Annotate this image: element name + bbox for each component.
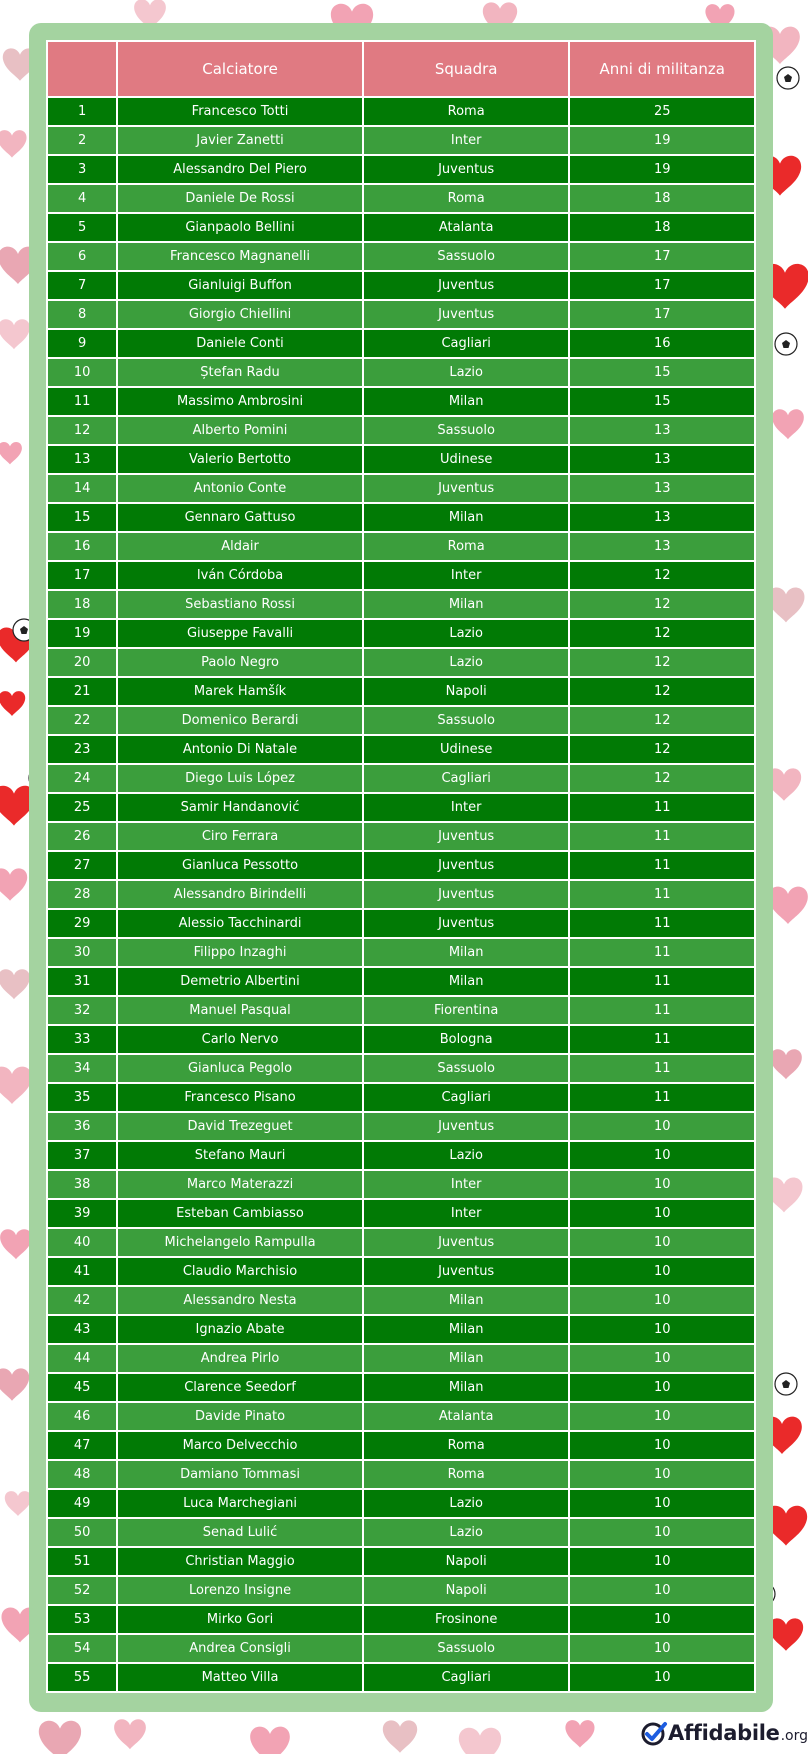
- table-row: [47, 1054, 755, 1083]
- player-name-cell: Esteban Cambiasso: [117, 1199, 363, 1228]
- team-cell: Sassuolo: [363, 1054, 570, 1083]
- years-cell: 11: [569, 1054, 755, 1083]
- table-row: [47, 1518, 755, 1547]
- years-cell: 10: [569, 1257, 755, 1286]
- team-cell: Juventus: [363, 851, 570, 880]
- table-header-row: [47, 41, 755, 97]
- player-name-cell: Lorenzo Insigne: [117, 1576, 363, 1605]
- rank-cell: 17: [47, 561, 117, 590]
- player-name-cell: Manuel Pasqual: [117, 996, 363, 1025]
- years-cell: 11: [569, 938, 755, 967]
- rank-cell: 23: [47, 735, 117, 764]
- rank-cell: 13: [47, 445, 117, 474]
- table-row: [47, 1634, 755, 1663]
- years-cell: 11: [569, 967, 755, 996]
- team-cell: Cagliari: [363, 1663, 570, 1692]
- player-name-cell: Daniele De Rossi: [117, 184, 363, 213]
- table-row: [47, 648, 755, 677]
- table-row: [47, 909, 755, 938]
- years-cell: 10: [569, 1228, 755, 1257]
- team-cell: Inter: [363, 561, 570, 590]
- years-cell: 10: [569, 1663, 755, 1692]
- team-cell: Milan: [363, 1286, 570, 1315]
- table-row: [47, 619, 755, 648]
- player-name-cell: Filippo Inzaghi: [117, 938, 363, 967]
- rank-cell: 6: [47, 242, 117, 271]
- table-row: [47, 938, 755, 967]
- years-cell: 16: [569, 329, 755, 358]
- rank-cell: 42: [47, 1286, 117, 1315]
- player-name-cell: Gianluca Pegolo: [117, 1054, 363, 1083]
- team-cell: Milan: [363, 387, 570, 416]
- team-cell: Roma: [363, 1431, 570, 1460]
- years-cell: 10: [569, 1402, 755, 1431]
- player-name-cell: Clarence Seedorf: [117, 1373, 363, 1402]
- player-name-cell: Diego Luis López: [117, 764, 363, 793]
- table-row: [47, 561, 755, 590]
- player-name-cell: Ignazio Abate: [117, 1315, 363, 1344]
- player-name-cell: Antonio Di Natale: [117, 735, 363, 764]
- table-row: [47, 474, 755, 503]
- table-row: [47, 155, 755, 184]
- rank-cell: 40: [47, 1228, 117, 1257]
- rank-cell: 21: [47, 677, 117, 706]
- rank-cell: 10: [47, 358, 117, 387]
- player-name-cell: Gianpaolo Bellini: [117, 213, 363, 242]
- table-row: [47, 329, 755, 358]
- years-cell: 13: [569, 416, 755, 445]
- player-name-cell: Christian Maggio: [117, 1547, 363, 1576]
- player-name-cell: Giuseppe Favalli: [117, 619, 363, 648]
- table-row: [47, 1605, 755, 1634]
- years-cell: 12: [569, 735, 755, 764]
- table-row: [47, 300, 755, 329]
- player-name-cell: Damiano Tommasi: [117, 1460, 363, 1489]
- years-cell: 11: [569, 851, 755, 880]
- rank-cell: 46: [47, 1402, 117, 1431]
- rank-cell: 35: [47, 1083, 117, 1112]
- table-row: [47, 677, 755, 706]
- brand-tld: .org: [780, 1727, 808, 1744]
- rank-cell: 3: [47, 155, 117, 184]
- years-cell: 19: [569, 126, 755, 155]
- rank-cell: 16: [47, 532, 117, 561]
- team-cell: Cagliari: [363, 329, 570, 358]
- years-cell: 11: [569, 880, 755, 909]
- rank-cell: 38: [47, 1170, 117, 1199]
- header-years: Anni di militanza: [569, 41, 755, 97]
- player-name-cell: Massimo Ambrosini: [117, 387, 363, 416]
- rank-cell: 29: [47, 909, 117, 938]
- table-row: [47, 1460, 755, 1489]
- rank-cell: 44: [47, 1344, 117, 1373]
- player-name-cell: Marek Hamšík: [117, 677, 363, 706]
- years-cell: 15: [569, 387, 755, 416]
- table-row: [47, 1576, 755, 1605]
- table-row: [47, 271, 755, 300]
- player-name-cell: Alessandro Del Piero: [117, 155, 363, 184]
- team-cell: Juventus: [363, 1112, 570, 1141]
- team-cell: Milan: [363, 1373, 570, 1402]
- rank-cell: 4: [47, 184, 117, 213]
- rank-cell: 8: [47, 300, 117, 329]
- years-cell: 10: [569, 1518, 755, 1547]
- table-row: [47, 1228, 755, 1257]
- years-cell: 11: [569, 1083, 755, 1112]
- rank-cell: 41: [47, 1257, 117, 1286]
- years-cell: 18: [569, 184, 755, 213]
- table-row: [47, 503, 755, 532]
- table-row: [47, 97, 755, 126]
- table-row: [47, 1025, 755, 1054]
- rank-cell: 50: [47, 1518, 117, 1547]
- table-row: [47, 996, 755, 1025]
- team-cell: Sassuolo: [363, 242, 570, 271]
- header-rank: [47, 41, 117, 97]
- table-row: [47, 1344, 755, 1373]
- rank-cell: 39: [47, 1199, 117, 1228]
- years-cell: 10: [569, 1199, 755, 1228]
- rank-cell: 24: [47, 764, 117, 793]
- years-cell: 10: [569, 1315, 755, 1344]
- team-cell: Milan: [363, 1344, 570, 1373]
- rank-cell: 55: [47, 1663, 117, 1692]
- rank-cell: 49: [47, 1489, 117, 1518]
- table-row: [47, 445, 755, 474]
- rank-cell: 47: [47, 1431, 117, 1460]
- table-row: [47, 764, 755, 793]
- rank-cell: 11: [47, 387, 117, 416]
- player-name-cell: David Trezeguet: [117, 1112, 363, 1141]
- rank-cell: 7: [47, 271, 117, 300]
- team-cell: Juventus: [363, 880, 570, 909]
- rank-cell: 51: [47, 1547, 117, 1576]
- years-cell: 10: [569, 1112, 755, 1141]
- table-row: [47, 735, 755, 764]
- player-name-cell: Javier Zanetti: [117, 126, 363, 155]
- team-cell: Cagliari: [363, 1083, 570, 1112]
- team-cell: Roma: [363, 97, 570, 126]
- rank-cell: 31: [47, 967, 117, 996]
- table-row: [47, 822, 755, 851]
- player-name-cell: Alessio Tacchinardi: [117, 909, 363, 938]
- rank-cell: 37: [47, 1141, 117, 1170]
- team-cell: Lazio: [363, 1518, 570, 1547]
- team-cell: Lazio: [363, 1489, 570, 1518]
- table-row: [47, 1170, 755, 1199]
- table-row: [47, 184, 755, 213]
- years-cell: 10: [569, 1460, 755, 1489]
- table-row: [47, 532, 755, 561]
- player-name-cell: Aldair: [117, 532, 363, 561]
- years-cell: 13: [569, 474, 755, 503]
- years-cell: 11: [569, 822, 755, 851]
- team-cell: Inter: [363, 1170, 570, 1199]
- player-name-cell: Ștefan Radu: [117, 358, 363, 387]
- team-cell: Napoli: [363, 1576, 570, 1605]
- player-name-cell: Andrea Pirlo: [117, 1344, 363, 1373]
- table-row: [47, 1286, 755, 1315]
- table-row: [47, 1315, 755, 1344]
- player-name-cell: Demetrio Albertini: [117, 967, 363, 996]
- rank-cell: 36: [47, 1112, 117, 1141]
- years-cell: 11: [569, 1025, 755, 1054]
- years-cell: 10: [569, 1634, 755, 1663]
- rank-cell: 26: [47, 822, 117, 851]
- table-row: [47, 967, 755, 996]
- years-cell: 10: [569, 1547, 755, 1576]
- table-row: [47, 1141, 755, 1170]
- team-cell: Inter: [363, 126, 570, 155]
- team-cell: Juventus: [363, 909, 570, 938]
- years-cell: 17: [569, 300, 755, 329]
- player-name-cell: Francesco Totti: [117, 97, 363, 126]
- rank-cell: 43: [47, 1315, 117, 1344]
- team-cell: Atalanta: [363, 1402, 570, 1431]
- years-cell: 12: [569, 648, 755, 677]
- table-row: [47, 126, 755, 155]
- player-name-cell: Sebastiano Rossi: [117, 590, 363, 619]
- team-cell: Inter: [363, 1199, 570, 1228]
- table-row: [47, 1083, 755, 1112]
- table-row: [47, 851, 755, 880]
- years-cell: 15: [569, 358, 755, 387]
- team-cell: Juventus: [363, 155, 570, 184]
- rank-cell: 30: [47, 938, 117, 967]
- player-name-cell: Michelangelo Rampulla: [117, 1228, 363, 1257]
- player-name-cell: Alessandro Birindelli: [117, 880, 363, 909]
- player-name-cell: Ciro Ferrara: [117, 822, 363, 851]
- years-cell: 10: [569, 1489, 755, 1518]
- years-cell: 10: [569, 1286, 755, 1315]
- players-table: [46, 40, 756, 1693]
- player-name-cell: Giorgio Chiellini: [117, 300, 363, 329]
- team-cell: Juventus: [363, 271, 570, 300]
- table-row: [47, 880, 755, 909]
- years-cell: 13: [569, 503, 755, 532]
- table-row: [47, 416, 755, 445]
- team-cell: Frosinone: [363, 1605, 570, 1634]
- years-cell: 10: [569, 1605, 755, 1634]
- team-cell: Juventus: [363, 1228, 570, 1257]
- table-row: [47, 1431, 755, 1460]
- player-name-cell: Paolo Negro: [117, 648, 363, 677]
- years-cell: 10: [569, 1141, 755, 1170]
- years-cell: 12: [569, 590, 755, 619]
- rank-cell: 34: [47, 1054, 117, 1083]
- years-cell: 18: [569, 213, 755, 242]
- player-name-cell: Senad Lulić: [117, 1518, 363, 1547]
- rank-cell: 54: [47, 1634, 117, 1663]
- team-cell: Milan: [363, 503, 570, 532]
- table-row: [47, 1373, 755, 1402]
- team-cell: Milan: [363, 590, 570, 619]
- player-name-cell: Iván Córdoba: [117, 561, 363, 590]
- rank-cell: 19: [47, 619, 117, 648]
- rank-cell: 20: [47, 648, 117, 677]
- rank-cell: 27: [47, 851, 117, 880]
- team-cell: Lazio: [363, 1141, 570, 1170]
- rank-cell: 15: [47, 503, 117, 532]
- rank-cell: 18: [47, 590, 117, 619]
- team-cell: Sassuolo: [363, 706, 570, 735]
- rank-cell: 33: [47, 1025, 117, 1054]
- years-cell: 12: [569, 706, 755, 735]
- player-name-cell: Luca Marchegiani: [117, 1489, 363, 1518]
- rank-cell: 9: [47, 329, 117, 358]
- table-row: [47, 1547, 755, 1576]
- team-cell: Juventus: [363, 300, 570, 329]
- rank-cell: 52: [47, 1576, 117, 1605]
- brand-name: Affidabile: [668, 1721, 780, 1745]
- player-name-cell: Gianluigi Buffon: [117, 271, 363, 300]
- team-cell: Napoli: [363, 677, 570, 706]
- table-row: [47, 1257, 755, 1286]
- header-player: Calciatore: [117, 41, 363, 97]
- years-cell: 25: [569, 97, 755, 126]
- rank-cell: 48: [47, 1460, 117, 1489]
- rank-cell: 2: [47, 126, 117, 155]
- team-cell: Milan: [363, 938, 570, 967]
- table-row: [47, 1489, 755, 1518]
- team-cell: Inter: [363, 793, 570, 822]
- player-name-cell: Alberto Pomini: [117, 416, 363, 445]
- table-row: [47, 242, 755, 271]
- team-cell: Roma: [363, 1460, 570, 1489]
- table-row: [47, 358, 755, 387]
- player-name-cell: Marco Materazzi: [117, 1170, 363, 1199]
- header-team: Squadra: [363, 41, 570, 97]
- player-name-cell: Francesco Magnanelli: [117, 242, 363, 271]
- rank-cell: 22: [47, 706, 117, 735]
- team-cell: Lazio: [363, 619, 570, 648]
- team-cell: Atalanta: [363, 213, 570, 242]
- player-name-cell: Valerio Bertotto: [117, 445, 363, 474]
- team-cell: Udinese: [363, 735, 570, 764]
- rank-cell: 12: [47, 416, 117, 445]
- team-cell: Roma: [363, 532, 570, 561]
- table-row: [47, 1663, 755, 1692]
- years-cell: 11: [569, 996, 755, 1025]
- player-name-cell: Daniele Conti: [117, 329, 363, 358]
- player-name-cell: Gianluca Pessotto: [117, 851, 363, 880]
- years-cell: 17: [569, 271, 755, 300]
- player-name-cell: Samir Handanović: [117, 793, 363, 822]
- team-cell: Sassuolo: [363, 416, 570, 445]
- team-cell: Lazio: [363, 358, 570, 387]
- team-cell: Cagliari: [363, 764, 570, 793]
- table-row: [47, 1402, 755, 1431]
- years-cell: 19: [569, 155, 755, 184]
- player-name-cell: Davide Pinato: [117, 1402, 363, 1431]
- years-cell: 10: [569, 1431, 755, 1460]
- player-name-cell: Andrea Consigli: [117, 1634, 363, 1663]
- team-cell: Bologna: [363, 1025, 570, 1054]
- table-row: [47, 590, 755, 619]
- brand-logo: [640, 1718, 808, 1748]
- rank-cell: 14: [47, 474, 117, 503]
- rank-cell: 25: [47, 793, 117, 822]
- team-cell: Juventus: [363, 474, 570, 503]
- team-cell: Milan: [363, 1315, 570, 1344]
- table-row: [47, 213, 755, 242]
- team-cell: Juventus: [363, 1257, 570, 1286]
- player-name-cell: Matteo Villa: [117, 1663, 363, 1692]
- years-cell: 10: [569, 1373, 755, 1402]
- years-cell: 13: [569, 445, 755, 474]
- rank-cell: 28: [47, 880, 117, 909]
- team-cell: Juventus: [363, 822, 570, 851]
- years-cell: 10: [569, 1344, 755, 1373]
- team-cell: Milan: [363, 967, 570, 996]
- rank-cell: 5: [47, 213, 117, 242]
- years-cell: 12: [569, 677, 755, 706]
- years-cell: 10: [569, 1170, 755, 1199]
- years-cell: 11: [569, 793, 755, 822]
- table-row: [47, 387, 755, 416]
- player-name-cell: Marco Delvecchio: [117, 1431, 363, 1460]
- years-cell: 12: [569, 619, 755, 648]
- team-cell: Lazio: [363, 648, 570, 677]
- team-cell: Roma: [363, 184, 570, 213]
- player-name-cell: Carlo Nervo: [117, 1025, 363, 1054]
- years-cell: 17: [569, 242, 755, 271]
- table-row: [47, 793, 755, 822]
- check-shield-icon: [640, 1719, 668, 1747]
- table-row: [47, 1199, 755, 1228]
- player-name-cell: Alessandro Nesta: [117, 1286, 363, 1315]
- team-cell: Udinese: [363, 445, 570, 474]
- player-name-cell: Mirko Gori: [117, 1605, 363, 1634]
- player-name-cell: Stefano Mauri: [117, 1141, 363, 1170]
- rank-cell: 53: [47, 1605, 117, 1634]
- player-name-cell: Antonio Conte: [117, 474, 363, 503]
- team-cell: Fiorentina: [363, 996, 570, 1025]
- years-cell: 13: [569, 532, 755, 561]
- player-name-cell: Gennaro Gattuso: [117, 503, 363, 532]
- rank-cell: 45: [47, 1373, 117, 1402]
- player-name-cell: Francesco Pisano: [117, 1083, 363, 1112]
- years-cell: 11: [569, 909, 755, 938]
- table-row: [47, 706, 755, 735]
- years-cell: 10: [569, 1576, 755, 1605]
- table-row: [47, 1112, 755, 1141]
- team-cell: Sassuolo: [363, 1634, 570, 1663]
- team-cell: Napoli: [363, 1547, 570, 1576]
- rank-cell: 1: [47, 97, 117, 126]
- rank-cell: 32: [47, 996, 117, 1025]
- player-name-cell: Domenico Berardi: [117, 706, 363, 735]
- years-cell: 12: [569, 764, 755, 793]
- years-cell: 12: [569, 561, 755, 590]
- player-name-cell: Claudio Marchisio: [117, 1257, 363, 1286]
